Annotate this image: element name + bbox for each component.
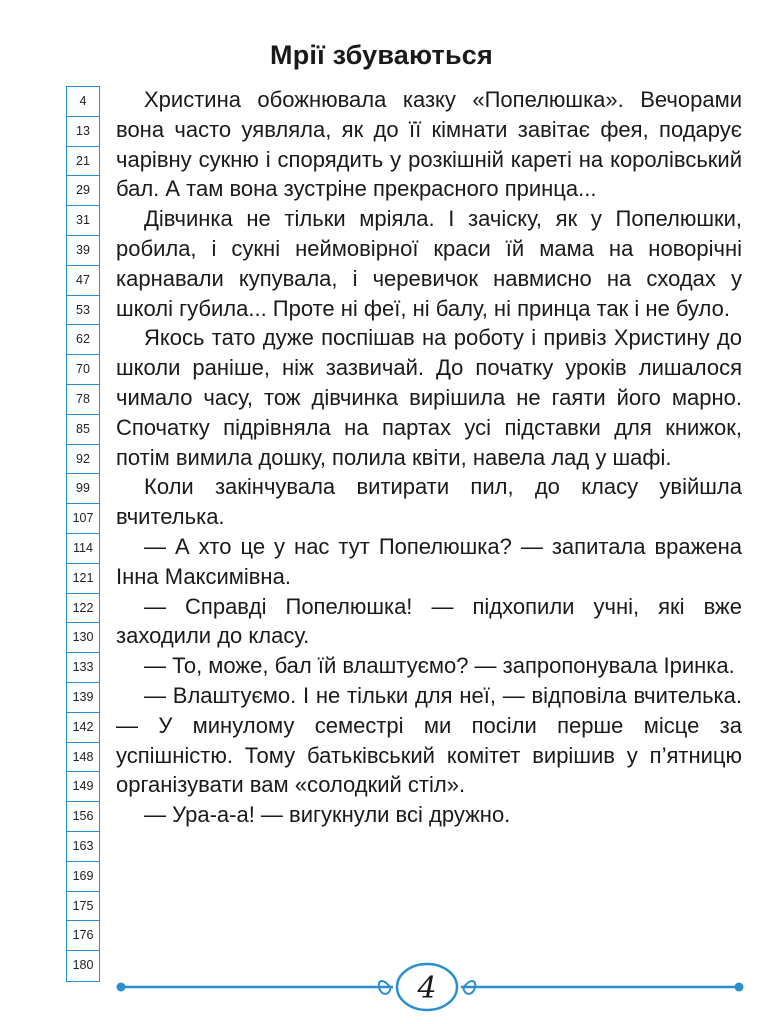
paragraph: — Справді Попелюшка! — підхопили учні, які вже заходили до класу. [116, 593, 742, 649]
paragraph: — То, може, бал їй влаштуємо? — запропонувала Іринка. [144, 653, 735, 679]
word-count-cell: 107 [67, 504, 99, 534]
word-count-cell: 156 [67, 802, 99, 832]
paragraph: Дівчинка не тільки мріяла. І зачіску, як у Попелюшки, робила, і сукні неймовірної краси їй мама на новорічні карнавали купувала, і черевичок навмисно на сходах у школі губила... Проте ні феї, ні балу, ні принца так і не було. [116, 206, 742, 321]
word-count-cell: 176 [67, 921, 99, 951]
word-count-cell: 21 [67, 147, 99, 177]
word-count-cell: 53 [67, 296, 99, 326]
word-count-cell: 85 [67, 415, 99, 445]
paragraph: — А хто це у нас тут Попелюшка? — запитала вражена Інна Максимівна. [116, 533, 742, 589]
word-count-cell: 149 [67, 772, 99, 802]
paragraph: Христина обожнювала казку «Попелюшка». Вечорами вона часто уявляла, як до її кімнати завітає фея, подарує чарівну сукню і спорядить у розкішній кареті на королівський бал. А там вона зустріне прекрасного принца... [116, 87, 742, 202]
page-footer [0, 958, 763, 1018]
paragraph: — Ура-а-а! — вигукнули всі дружно. [144, 802, 511, 828]
word-count-column [66, 86, 100, 982]
word-count-cell: 4 [67, 87, 99, 117]
word-count-cell: 180 [72, 958, 94, 973]
story-text [116, 85, 742, 830]
footer-dot-left [117, 983, 126, 992]
paragraph: — Влаштуємо. І не тільки для неї, — відповіла вчителька. — У минулому семестрі ми посіли перше місце за успішністю. Тому батьківський комітет вирішив у п’ятницю організувати вам «солодкий стіл». [116, 682, 742, 798]
word-count-cell: 31 [67, 206, 99, 236]
word-count-cell: 29 [67, 176, 99, 206]
word-count-cell: 13 [67, 117, 99, 147]
paragraph: Коли закінчувала витирати пил, до класу увійшла вчителька. [116, 474, 742, 530]
word-count-cell: 92 [67, 445, 99, 475]
word-count-cell: 163 [67, 832, 99, 862]
paragraph: Якось тато дуже поспішав на роботу і привіз Христину до школи раніше, ніж зазвичай. До початку уроків лишалося чимало часу, тож дівчинка вирішила не гаяти його марно. Спочатку підрівняла на партах усі підставки для книжок, потім вимила дошку, полила квіти, навела лад у шафі. [116, 325, 742, 470]
word-count-cell: 99 [67, 474, 99, 504]
word-count-cell: 62 [67, 325, 99, 355]
word-count-cell: 169 [67, 862, 99, 892]
word-count-cell: 148 [67, 743, 99, 773]
word-count-cell: 139 [67, 683, 99, 713]
word-count-cell: 121 [67, 564, 99, 594]
word-count-cell: 133 [67, 653, 99, 683]
footer-dot-right [735, 983, 744, 992]
word-count-cell: 122 [67, 594, 99, 624]
word-count-cell: 114 [67, 534, 99, 564]
word-count-cell: 39 [67, 236, 99, 266]
word-count-cell: 175 [67, 892, 99, 922]
word-count-cell: 70 [67, 355, 99, 385]
word-count-cell: 78 [67, 385, 99, 415]
word-count-cell: 47 [67, 266, 99, 296]
word-count-cell: 142 [67, 713, 99, 743]
page-title: Мрії збуваються [270, 40, 493, 70]
word-count-cell: 130 [67, 623, 99, 653]
page-number: 4 [417, 971, 437, 1006]
